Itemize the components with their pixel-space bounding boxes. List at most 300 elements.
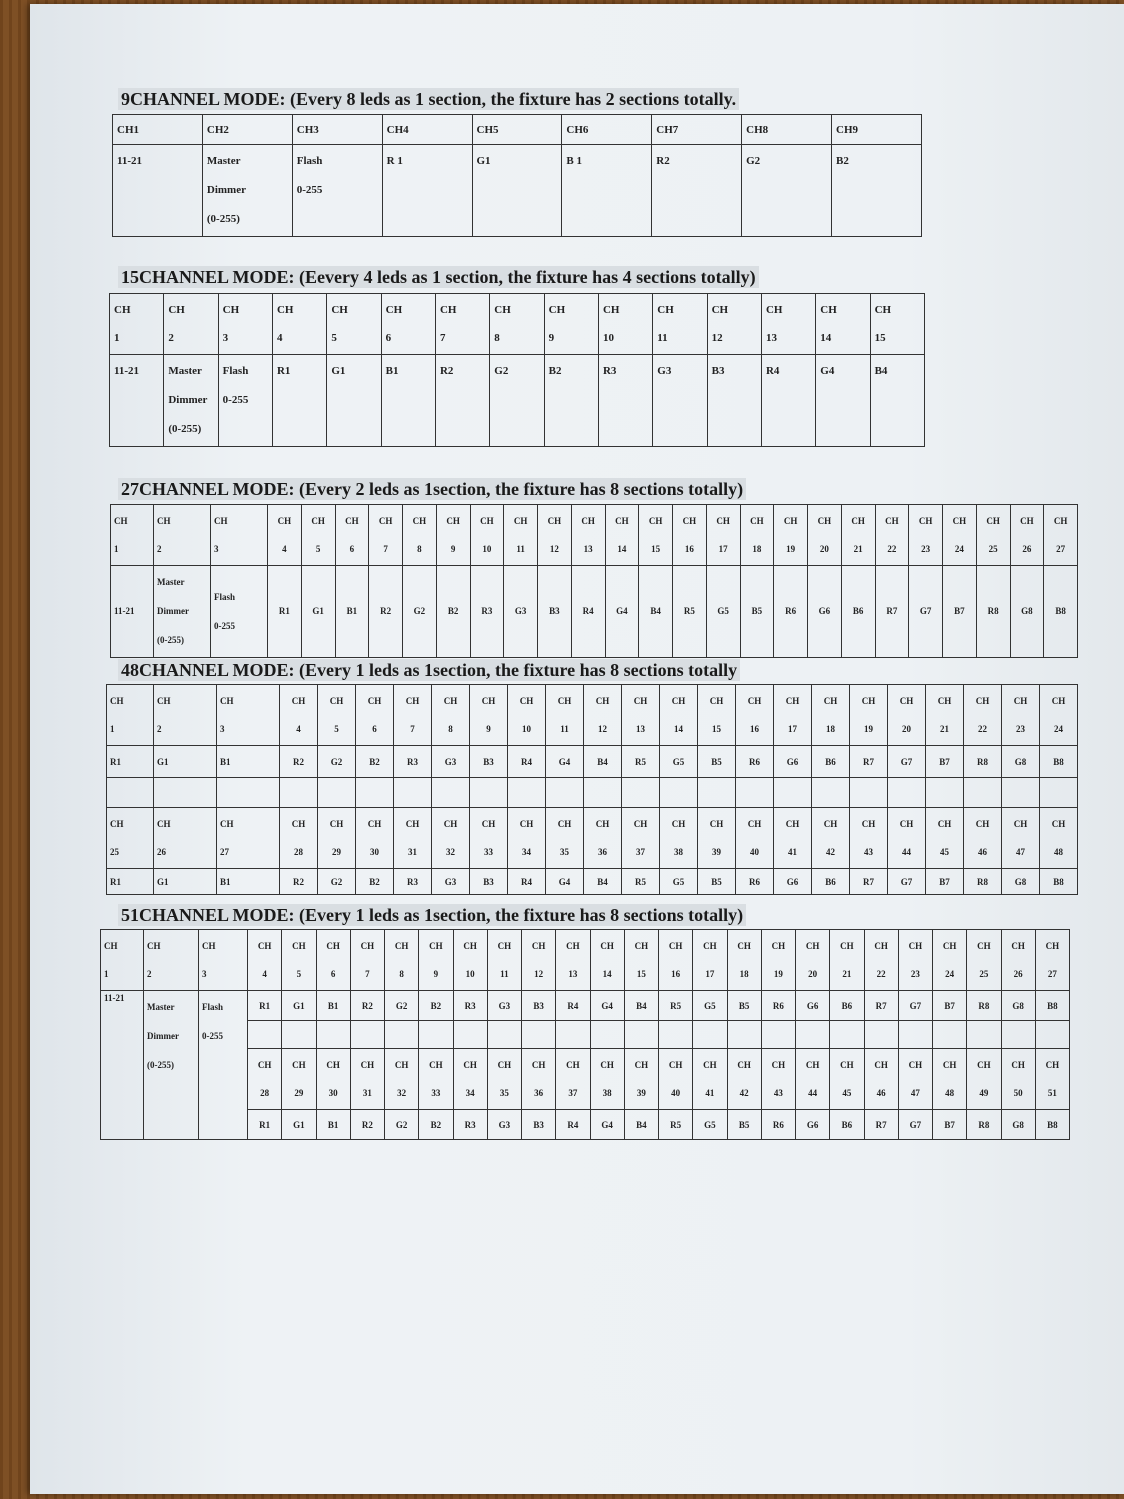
channel-number: 46 [876,1088,886,1098]
channel-header [544,294,598,355]
channel-label: CH [429,1060,443,1070]
channel-label: CH [937,696,952,706]
channel-value: B8 [1035,991,1069,1021]
channel-header [622,685,660,746]
channel-number: 19 [864,724,873,734]
channel-label: CH [222,304,240,316]
channel-value [490,355,544,447]
cell-text: R7 [886,606,898,616]
channel-value: R4 [508,869,546,895]
cell-text: B1 [385,365,399,377]
channel-table-27 [110,504,1078,658]
channel-header [154,808,217,869]
channel-label: CH [851,516,865,526]
cell-text: R5 [683,606,695,616]
channel-label: CH [360,1060,375,1070]
channel-number: 46 [978,847,987,857]
channel-label: CH [429,941,443,951]
channel-number: 33 [431,1088,441,1098]
channel-header [316,1049,350,1110]
channel-label: CH [861,819,876,829]
channel-header [864,930,898,991]
cell-text: R2 [439,365,454,377]
channel-header [774,808,812,869]
channel-number: 31 [362,1088,372,1098]
channel-header [248,930,282,991]
channel-header [470,685,508,746]
channel-header [1040,808,1078,869]
channel-number: 3 [202,969,207,979]
channel-value-text: 11-21 [117,155,143,167]
cell-text: Flash [296,155,323,167]
empty-cell [546,778,584,808]
empty-cell [926,778,964,808]
channel-value [538,566,572,658]
cell-text: R1 [276,365,291,377]
channel-header [490,294,544,355]
channel-number: 21 [842,969,852,979]
channel-header [659,930,693,991]
empty-cell [217,778,280,808]
channel-number: 23 [910,969,920,979]
channel-number: 35 [560,847,569,857]
channel-value: B7 [933,1110,967,1140]
channel-value: R8 [967,991,1001,1021]
channel-number: 42 [739,1088,749,1098]
channel-label: CH [497,941,512,951]
channel-label: CH [602,304,620,316]
channel-header [698,685,736,746]
channel-value: G7 [888,869,926,895]
channel-label: CH [1051,696,1066,706]
channel-number: 48 [1054,847,1063,857]
channel-header [1040,685,1078,746]
channel-label: CH [671,819,686,829]
cell-text: 11-21 [114,606,135,616]
channel-header [470,808,508,869]
cell-text: 11-21 [104,993,125,1003]
channel-number: 14 [602,969,612,979]
cell-text: 11-21 [114,365,140,377]
channel-value-text: B 1 [566,155,582,167]
empty-cell [318,778,356,808]
channel-number: 12 [534,969,544,979]
empty-cell [1040,778,1078,808]
channel-value [301,566,335,658]
channel-header [761,930,795,991]
channel-number: 34 [522,847,531,857]
channel-value-text: G2 [746,155,761,167]
channel-header [318,808,356,869]
channel-number: 9 [486,724,491,734]
cell-text: Dimmer [168,394,208,406]
channel-value [472,145,562,237]
cell-text: B2 [548,365,562,377]
channel-label: CH [874,941,888,951]
channel-value [436,566,470,658]
channel-number: 41 [788,847,797,857]
channel-label: CH [513,516,528,526]
empty-cell [1002,778,1040,808]
channel-header [875,505,909,566]
channel-value [943,566,977,658]
channel-number: 4 [282,544,287,554]
channel-value [761,355,815,447]
channel-value [403,566,437,658]
channel-value: G7 [898,1110,932,1140]
channel-header [796,930,830,991]
channel-label: CH [220,696,234,706]
channel-value [909,566,943,658]
channel-label: CH [600,1060,614,1070]
channel-number: 26 [157,847,166,857]
channel-label: CH [326,1060,340,1070]
channel-label: CH [633,819,648,829]
channel-label: CH [257,1060,272,1070]
channel-value: G4 [546,869,584,895]
channel-header [268,505,302,566]
channel-label: CH [412,516,427,526]
cell-text: Master [206,155,241,167]
empty-cell [453,1021,487,1049]
channel-number: 8 [399,969,404,979]
channel-label: CH [443,819,458,829]
cell-text: B1 [346,606,358,616]
channel-value [841,566,875,658]
channel-number: 39 [636,1088,646,1098]
channel-header: CH3 [292,115,382,145]
channel-label: CH [671,696,686,706]
channel-header [816,294,870,355]
channel-header [584,808,622,869]
cell-text: 0-255 [222,394,249,406]
channel-value: R6 [761,1110,795,1140]
channel-number: 51 [1047,1088,1057,1098]
channel-number: 2 [157,724,162,734]
channel-value: B3 [470,746,508,778]
channel-number: 6 [385,332,392,344]
empty-cell [154,778,217,808]
empty-cell [316,1021,350,1049]
channel-header [964,685,1002,746]
channel-header [967,1049,1001,1110]
channel-number: 3 [220,724,225,734]
channel-number: 22 [887,544,897,554]
channel-number: 10 [482,544,492,554]
channel-number: 19 [786,544,796,554]
channel-header [470,505,504,566]
channel-header: CH4 [382,115,472,145]
channel-value: B1 [316,991,350,1021]
cell-text: B5 [751,606,763,616]
empty-cell [964,778,1002,808]
channel-value: G4 [590,1110,624,1140]
channel-value: R2 [350,991,384,1021]
channel-value: G5 [660,869,698,895]
channel-header [943,505,977,566]
cell-text: G3 [657,365,672,377]
channel-label: CH [899,819,914,829]
channel-header [394,685,432,746]
channel-label: CH [840,1060,854,1070]
channel-number: 39 [712,847,721,857]
channel-value: B4 [584,746,622,778]
channel-value: G5 [693,991,727,1021]
section-title: 48CHANNEL MODE: (Every 1 leds as 1section, the fixture has 8 sections totally [118,659,740,681]
channel-label: CH [1011,1060,1025,1070]
cell-text: B7 [954,606,965,616]
channel-number: 18 [739,969,749,979]
channel-value: B3 [470,869,508,895]
channel-value [202,145,292,237]
channel-number: 18 [752,544,762,554]
channel-value [504,566,538,658]
channel-label: CH [709,819,724,829]
channel-table-48 [106,684,1078,895]
channel-number: 26 [1022,544,1032,554]
channel-label: CH [480,516,494,526]
channel-value [740,566,774,658]
empty-cell [967,1021,1001,1049]
channel-value [832,145,922,237]
channel-value: R8 [964,869,1002,895]
channel-value [164,355,218,447]
channel-label: CH [311,516,325,526]
channel-number: 5 [315,544,321,554]
channel-header [736,685,774,746]
channel-number: 28 [294,847,303,857]
channel-header [316,930,350,991]
channel-value [562,145,652,237]
channel-number: 27 [1047,969,1057,979]
channel-value [653,355,707,447]
channel-number: 21 [853,544,863,554]
channel-header [774,685,812,746]
channel-header [808,505,842,566]
channel-header [435,294,489,355]
channel-value [292,145,382,237]
channel-label: CH [747,696,762,706]
channel-label: CH [329,819,344,829]
channel-header [1001,930,1035,991]
channel-header: CH9 [832,115,922,145]
cell-text: 0-255 [296,184,323,196]
channel-header [144,930,199,991]
cell-text: B4 [874,365,888,377]
empty-cell [350,1021,384,1049]
channel-number: 20 [808,969,818,979]
channel-label: CH [446,516,460,526]
channel-value: R4 [508,746,546,778]
channel-value: B7 [926,746,964,778]
channel-label: CH [1051,819,1066,829]
channel-value: B5 [727,991,761,1021]
channel-label: CH [157,819,171,829]
empty-cell [394,778,432,808]
channel-number: 47 [910,1088,920,1098]
channel-header [350,1049,384,1110]
channel-value [870,355,924,447]
cell-text: G4 [820,365,835,377]
channel-value: B1 [217,746,280,778]
channel-value: G8 [1001,1110,1035,1140]
section-title: 15CHANNEL MODE: (Eevery 4 leds as 1 section, the fixture has 4 sections totally) [118,266,759,288]
channel-number: 27 [220,847,229,857]
channel-number: 7 [383,544,388,554]
channel-header [107,685,154,746]
channel-value: B6 [812,869,850,895]
channel-header [556,1049,590,1110]
channel-number: 50 [1013,1088,1023,1098]
channel-value: R2 [280,746,318,778]
channel-label: CH [291,696,306,706]
channel-number: 37 [568,1088,578,1098]
channel-header [624,1049,658,1110]
channel-number: 15 [712,724,721,734]
channel-header [598,294,652,355]
channel-value [808,566,842,658]
channel-header [590,1049,624,1110]
channel-header [280,808,318,869]
cell-text: (0-255) [157,635,184,645]
channel-value: B2 [419,991,453,1021]
channel-header [850,685,888,746]
channel-number: 4 [296,724,301,734]
channel-header: CH6 [562,115,652,145]
channel-number: 18 [826,724,835,734]
channel-header: CH5 [472,115,562,145]
section-title: 9CHANNEL MODE: (Every 8 leds as 1 section, the fixture has 2 sections totally. [118,88,739,110]
empty-cell [590,1021,624,1049]
channel-value: G7 [898,991,932,1021]
channel-label: CH [716,516,730,526]
channel-label: CH [823,819,838,829]
channel-number: 30 [328,1088,338,1098]
channel-header [453,930,487,991]
cell-text: Master [157,577,185,587]
channel-label: CH [367,819,382,829]
channel-number: 38 [674,847,683,857]
channel-label: CH [557,819,572,829]
channel-label: CH [360,941,375,951]
cell-text: G1 [312,606,324,616]
cell-text: G1 [331,365,346,377]
channel-header [164,294,218,355]
channel-label: CH [1011,941,1025,951]
empty-cell [107,778,154,808]
channel-header [812,685,850,746]
channel-label: CH [157,696,171,706]
channel-number: 3 [214,544,219,554]
channel-value: G6 [796,1110,830,1140]
channel-header [504,505,538,566]
channel-value: R7 [850,746,888,778]
channel-value: R6 [736,746,774,778]
channel-label: CH [942,941,957,951]
channel-value: B7 [933,991,967,1021]
channel-label: CH [566,1060,580,1070]
empty-cell [419,1021,453,1049]
channel-number: 1 [104,969,109,979]
channel-value [272,355,326,447]
channel-label: CH [104,941,118,951]
channel-label: CH [147,941,161,951]
channel-number: 26 [1013,969,1023,979]
cell-text: G8 [1021,606,1033,616]
channel-value-text: G1 [476,155,491,167]
channel-value: G2 [385,1110,419,1140]
channel-label: CH [367,696,382,706]
empty-cell [522,1021,556,1049]
channel-label: CH [157,516,171,526]
channel-label: CH [405,819,420,829]
empty-cell [761,1021,795,1049]
channel-label: CH [548,304,566,316]
channel-number: 1 [110,724,115,734]
channel-number: 4 [276,332,283,344]
channel-value: G1 [282,991,316,1021]
channel-header [432,685,470,746]
channel-number: 44 [902,847,911,857]
cell-text: 0-255 [214,620,235,631]
channel-value: R5 [622,869,660,895]
channel-number: 38 [602,1088,612,1098]
channel-value [706,566,740,658]
channel-number: 24 [1054,724,1063,734]
channel-number: 11 [560,724,569,734]
channel-header [624,930,658,991]
channel-value: R1 [248,991,282,1021]
channel-number: 3 [222,332,229,344]
channel-label: CH [114,304,131,316]
empty-cell [812,778,850,808]
channel-value: B2 [356,746,394,778]
empty-cell [470,778,508,808]
channel-header [964,808,1002,869]
channel-value: B7 [926,869,964,895]
channel-header [453,1049,487,1110]
channel-value: R1 [107,746,154,778]
channel-header [487,1049,521,1110]
channel-header [356,685,394,746]
channel-header [101,930,144,991]
channel-number: 22 [876,969,886,979]
channel-table-15 [109,293,925,447]
channel-label: CH [394,1060,409,1070]
channel-value: B6 [812,746,850,778]
channel-header [926,685,964,746]
channel-header [111,505,154,566]
channel-label: CH [439,304,457,316]
channel-header [1002,685,1040,746]
channel-value-text: R2 [656,155,670,167]
channel-value [652,145,742,237]
channel-label: CH [1020,516,1034,526]
cell-text: G3 [514,606,527,616]
channel-value [639,566,673,658]
channel-label: CH [1045,1060,1060,1070]
channel-label: CH [519,696,534,706]
channel-value: B1 [217,869,280,895]
channel-label: CH [292,1060,306,1070]
channel-number: 6 [349,544,355,554]
channel-number: 45 [940,847,949,857]
channel-value: G6 [774,746,812,778]
channel-label: CH [823,696,838,706]
channel-label: CH [547,516,562,526]
channel-header [898,1049,932,1110]
channel-header [436,505,470,566]
